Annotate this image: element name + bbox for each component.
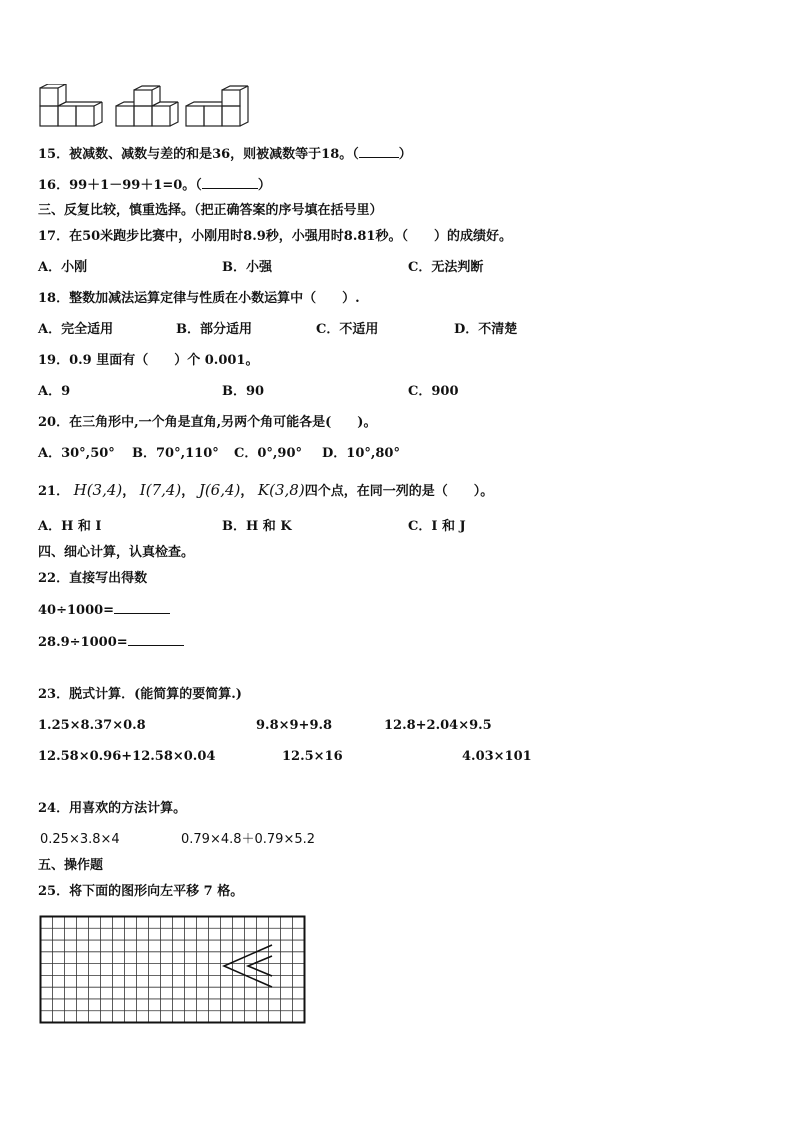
q17-option-c[interactable]: C．无法判断 <box>408 260 484 275</box>
answer-blank[interactable] <box>359 145 399 158</box>
q18-option-a[interactable]: A．完全适用 <box>38 322 114 337</box>
q23-item-1: 1.25×8.37×0.8 <box>38 718 146 733</box>
question-21: 21． H(3,4)， I(7,4)， J(6,4)， K(3,8)四个点，在同一列的是（ ）。 <box>38 481 494 499</box>
question-15: 15．被减数、减数与差的和是36，则被减数等于18。（ ） <box>38 147 412 162</box>
answer-blank[interactable] <box>128 633 184 646</box>
question-17: 17．在50米跑步比赛中，小刚用时8.9秒，小强用时8.81秒。（ ）的成绩好。 <box>38 229 512 244</box>
question-25: 25．将下面的图形向左平移 7 格。 <box>38 884 244 899</box>
question-23: 23．脱式计算．(能简算的要简算.) <box>38 687 242 702</box>
q20-option-b[interactable]: B．70°,110° <box>132 446 219 461</box>
cube-figures <box>36 84 256 132</box>
q23-item-3: 12.8+2.04×9.5 <box>384 718 492 733</box>
q23-item-6: 4.03×101 <box>462 749 532 764</box>
q17-option-a[interactable]: A．小刚 <box>38 260 88 275</box>
cube-figure-2 <box>116 86 178 126</box>
q17-option-b[interactable]: B．小强 <box>222 260 272 275</box>
q24-item-2: 0.79×4.8＋0.79×5.2 <box>181 832 316 847</box>
point-i: I(7,4) <box>139 481 182 499</box>
q19-option-c[interactable]: C．900 <box>408 384 459 399</box>
section-5-heading: 五、操作题 <box>38 858 104 873</box>
answer-blank[interactable] <box>114 601 170 614</box>
q18-option-d[interactable]: D．不清楚 <box>454 322 518 337</box>
q23-item-2: 9.8×9+9.8 <box>256 718 333 733</box>
q22-item-1: 40÷1000= <box>38 601 170 620</box>
q22-item-2: 28.9÷1000= <box>38 633 184 652</box>
section-4-heading: 四、细心计算，认真检查。 <box>38 545 195 560</box>
point-h: H(3,4) <box>73 481 123 499</box>
q20-option-c[interactable]: C．0°,90° <box>234 446 303 461</box>
q19-option-b[interactable]: B．90 <box>222 384 265 399</box>
point-k: K(3,8) <box>257 481 305 499</box>
question-20: 20．在三角形中,一个角是直角,另两个角可能各是( )。 <box>38 415 377 430</box>
question-18: 18．整数加减法运算定律与性质在小数运算中（ ）. <box>38 291 360 306</box>
arrow-shape <box>224 945 272 987</box>
q23-item-5: 12.5×16 <box>282 749 343 764</box>
q21-option-b[interactable]: B．H 和 K <box>222 519 292 534</box>
q20-option-a[interactable]: A．30°,50° <box>38 446 115 461</box>
q20-option-d[interactable]: D．10°,80° <box>322 446 400 461</box>
q21-option-a[interactable]: A．H 和 I <box>38 519 102 534</box>
q21-option-c[interactable]: C．I 和 J <box>408 519 466 534</box>
question-24: 24．用喜欢的方法计算。 <box>38 801 187 816</box>
q24-item-1: 0.25×3.8×4 <box>40 832 120 847</box>
point-j: J(6,4) <box>198 481 241 499</box>
cube-figure-1 <box>40 84 102 126</box>
q19-option-a[interactable]: A．9 <box>38 384 71 399</box>
translation-grid <box>38 912 308 1026</box>
section-3-heading: 三、反复比较，慎重选择。（把正确答案的序号填在括号里） <box>38 203 383 218</box>
q18-option-b[interactable]: B．部分适用 <box>176 322 252 337</box>
question-22: 22．直接写出得数 <box>38 571 148 586</box>
question-19: 19．0.9 里面有（ ）个 0.001。 <box>38 353 259 368</box>
q18-option-c[interactable]: C．不适用 <box>316 322 379 337</box>
cube-figure-3 <box>186 86 248 126</box>
question-16: 16．99＋1－99＋1=0。（ ） <box>38 178 271 193</box>
q23-item-4: 12.58×0.96+12.58×0.04 <box>38 749 216 764</box>
answer-blank[interactable] <box>202 176 258 189</box>
